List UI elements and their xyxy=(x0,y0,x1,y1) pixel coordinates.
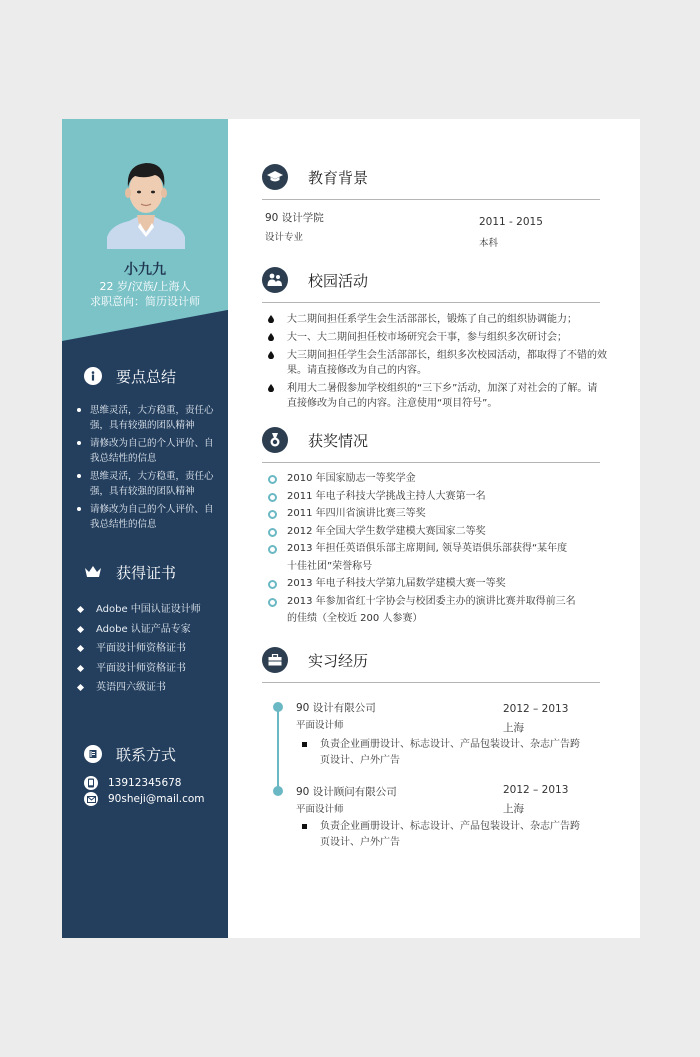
certificate-item: Adobe 中国认证设计师 xyxy=(74,600,224,620)
award-item: 2013 年电子科技大学第九届数学建模大赛一等奖 xyxy=(267,575,607,593)
summary-list xyxy=(74,403,220,535)
education-years: 2011 - 2015 xyxy=(479,216,543,228)
profile-name: 小九九 xyxy=(124,262,166,278)
internship-title: 实习经历 xyxy=(308,651,369,670)
awards-title: 获奖情况 xyxy=(308,431,369,450)
award-item: 2010 年国家励志一等奖学金 xyxy=(267,470,607,488)
info-icon xyxy=(84,367,102,385)
job-city: 上海 xyxy=(503,803,524,815)
drop-bullet-icon xyxy=(268,333,274,341)
award-item: 2011 年四川省演讲比赛三等奖 xyxy=(267,505,607,523)
awards-header xyxy=(262,425,600,455)
award-item: 2011 年电子科技大学挑战主持人大赛第一名 xyxy=(267,488,607,506)
timeline-line xyxy=(277,707,279,792)
contact-title: 联系方式 xyxy=(116,745,177,764)
campus-item: 利用大二暑假参加学校组织的“三下乡”活动，加深了对社会的了解。请直接修改为自己的内容。注意使用“项目符号”。 xyxy=(267,381,607,411)
certificate-item: 平面设计师资格证书 xyxy=(74,639,224,659)
certificates-title: 获得证书 xyxy=(116,563,177,582)
school-name: 90 设计学院 xyxy=(265,212,324,224)
job-city: 上海 xyxy=(503,722,524,734)
education-title: 教育背景 xyxy=(308,168,369,187)
address-book-icon xyxy=(84,745,102,763)
certificates-header xyxy=(84,562,176,582)
mail-icon xyxy=(84,792,98,806)
summary-item: 请修改为自己的个人评价、自我总结性的信息 xyxy=(74,436,220,466)
job-duty: 负责企业画册设计、标志设计、产品包装设计、杂志广告跨页设计、户外广告 xyxy=(300,737,580,769)
phone-icon xyxy=(84,776,98,790)
drop-bullet-icon xyxy=(268,384,274,392)
job-duty: 负责企业画册设计、标志设计、产品包装设计、杂志广告跨页设计、户外广告 xyxy=(300,819,580,851)
profile-info: 22 岁/汉族/上海人 xyxy=(99,280,191,293)
campus-item: 大一、大二期间担任校市场研究会干事，参与组织多次研讨会； xyxy=(267,330,607,345)
divider xyxy=(262,302,600,303)
summary-item: 请修改为自己的个人评价、自我总结性的信息 xyxy=(74,502,220,532)
campus-item: 大三期间担任学生会生活部部长，组织多次校园活动，都取得了不错的效果。请直接修改为自己的内容。 xyxy=(267,348,607,378)
certificate-item: Adobe 认证产品专家 xyxy=(74,620,224,640)
timeline-dot xyxy=(273,702,283,712)
certificate-item: 平面设计师资格证书 xyxy=(74,659,224,679)
job-role: 平面设计师 xyxy=(296,804,344,815)
timeline-dot xyxy=(273,786,283,796)
sidebar xyxy=(62,119,228,938)
email-address[interactable]: 90sheji@mail.com xyxy=(108,793,205,805)
avatar xyxy=(107,153,185,249)
medal-icon xyxy=(262,427,288,453)
phone-number[interactable]: 13912345678 xyxy=(108,777,182,789)
major: 设计专业 xyxy=(265,232,304,243)
internship-header xyxy=(262,645,600,675)
campus-item: 大二期间担任系学生会生活部部长，锻炼了自己的组织协调能力； xyxy=(267,312,607,327)
summary-item: 思维灵活，大方稳重，责任心强，具有较强的团队精神 xyxy=(74,469,220,499)
award-item: 2013 年担任英语俱乐部主席期间, 领导英语俱乐部获得“某年度十佳社团”荣誉称号 xyxy=(267,540,577,575)
drop-bullet-icon xyxy=(268,315,274,323)
job-years: 2012 – 2013 xyxy=(503,784,569,796)
award-item: 2012 年全国大学生数学建模大赛国家二等奖 xyxy=(267,523,607,541)
awards-list xyxy=(267,470,607,628)
divider xyxy=(262,462,600,463)
briefcase-icon xyxy=(262,647,288,673)
certificate-item: 英语四六级证书 xyxy=(74,678,224,698)
contact-email xyxy=(84,792,205,806)
graduation-cap-icon xyxy=(262,164,288,190)
company-name: 90 设计顾问有限公司 xyxy=(296,786,397,798)
certificates-list xyxy=(74,600,224,698)
job-role: 平面设计师 xyxy=(296,720,344,731)
job-intention: 求职意向：简历设计师 xyxy=(90,295,200,308)
education-header xyxy=(262,162,600,192)
campus-list xyxy=(267,312,607,414)
summary-item: 思维灵活，大方稳重，责任心强，具有较强的团队精神 xyxy=(74,403,220,433)
summary-title: 要点总结 xyxy=(116,367,177,386)
contact-phone xyxy=(84,776,182,790)
award-item: 2013 年参加省红十字协会与校团委主办的演讲比赛并取得前三名的佳绩（全校近 200 人参赛） xyxy=(267,593,577,628)
company-name: 90 设计有限公司 xyxy=(296,702,376,714)
divider xyxy=(262,199,600,200)
group-icon xyxy=(262,267,288,293)
job-years: 2012 – 2013 xyxy=(503,703,569,715)
campus-title: 校园活动 xyxy=(308,271,369,290)
resume-page xyxy=(62,119,640,938)
divider xyxy=(262,682,600,683)
crown-icon xyxy=(84,563,102,581)
summary-header xyxy=(84,366,176,386)
degree: 本科 xyxy=(479,238,499,249)
contact-header xyxy=(84,744,176,764)
campus-header xyxy=(262,265,600,295)
drop-bullet-icon xyxy=(268,351,274,359)
